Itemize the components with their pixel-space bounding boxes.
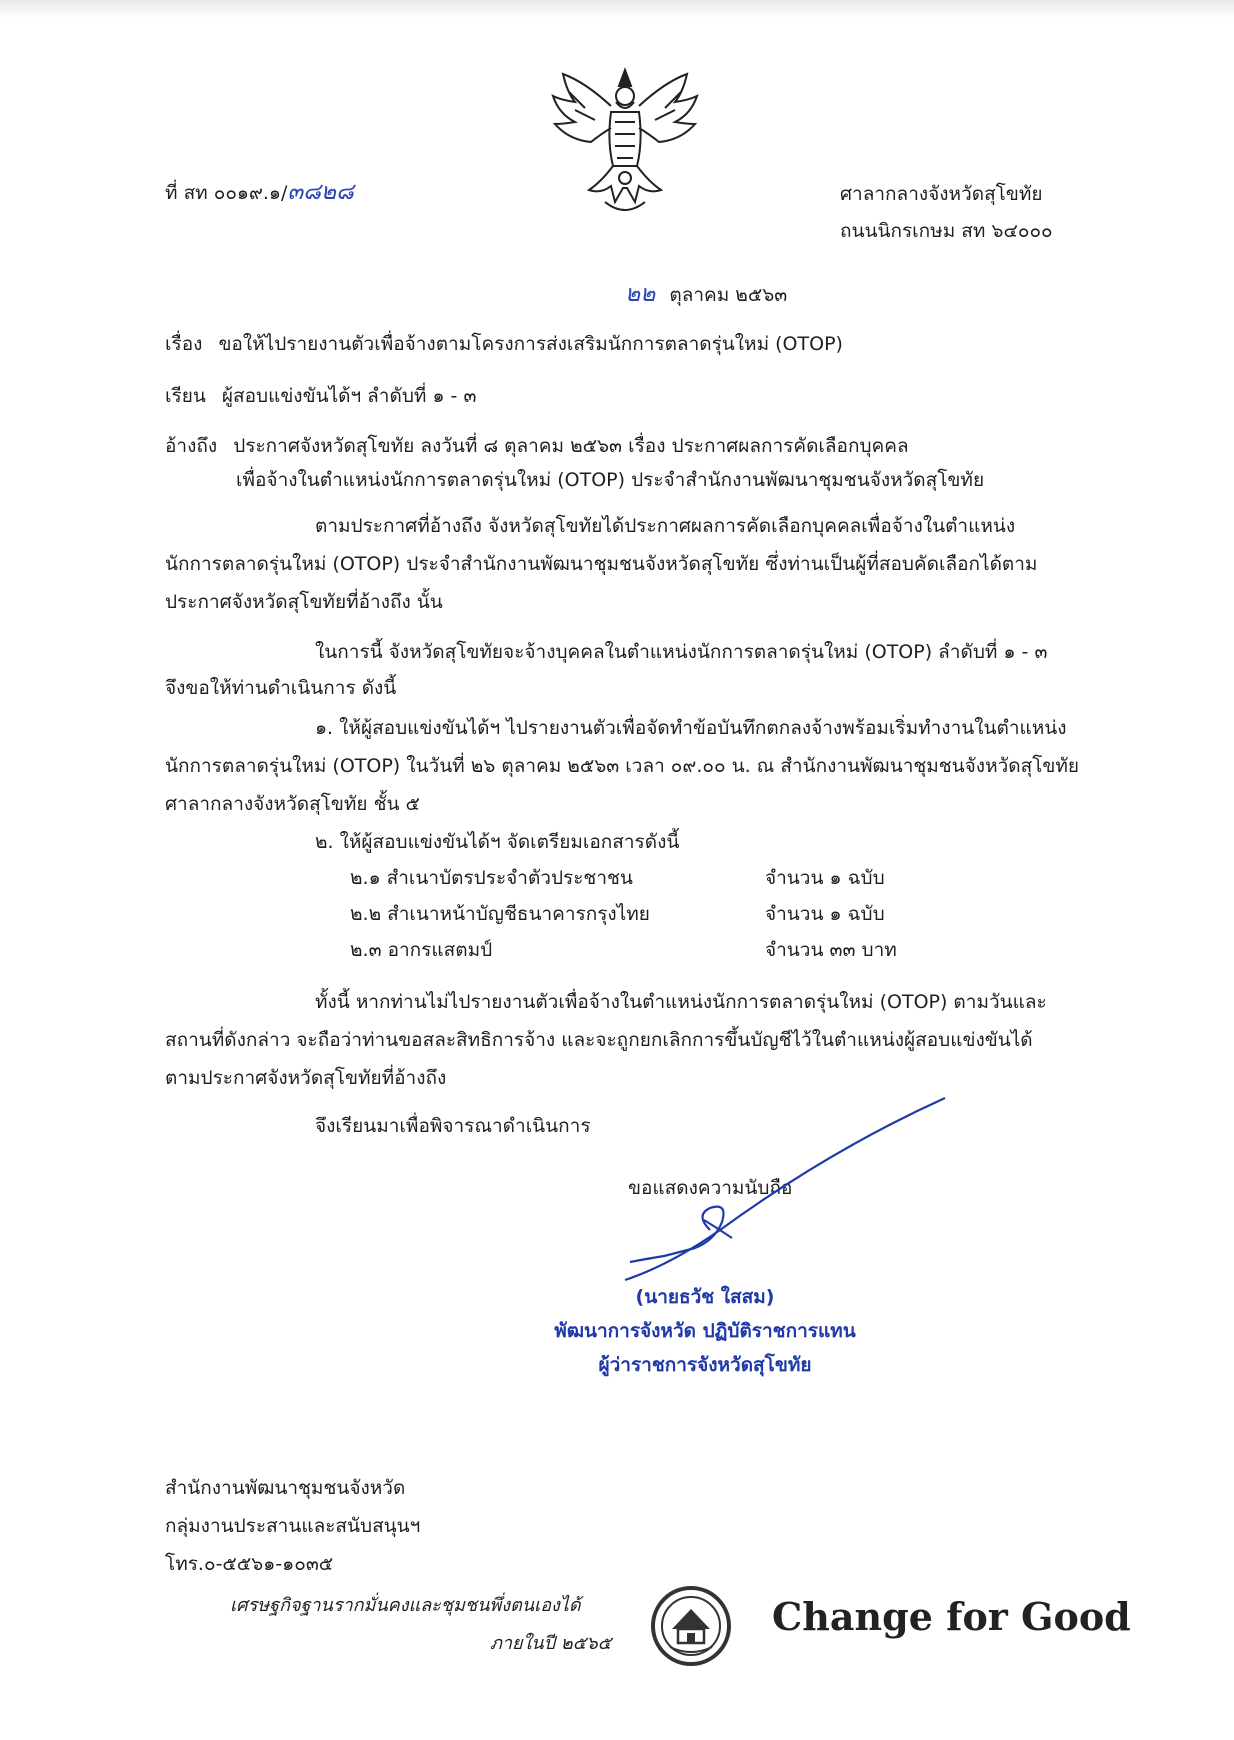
- doc-item-name: ๒.๓ อากรแสตมป์: [350, 939, 493, 961]
- item1-line3: ศาลากลางจังหวัดสุโขทัย ชั้น ๕: [165, 793, 420, 815]
- para2-line1: ในการนี้ จังหวัดสุโขทัยจะจ้างบุคคลในตำแหน่งนักการตลาดรุ่นใหม่ (OTOP) ลำดับที่ ๑ - ๓: [315, 641, 1048, 663]
- signatory-name: (นายธวัช ใสสม): [635, 1286, 775, 1308]
- date-day-handwritten: ๒๒: [625, 281, 656, 307]
- doc-item-qty: จำนวน ๑ ฉบับ: [765, 903, 885, 925]
- recipient-label: เรียน: [165, 385, 206, 407]
- salutation: ขอแสดงความนับถือ: [628, 1177, 793, 1199]
- subject-line: [165, 332, 843, 356]
- para3-line2: สถานที่ดังกล่าว จะถือว่าท่านขอสละสิทธิการจ้าง และจะถูกยกเลิกการขึ้นบัญชีไว้ในตำแหน่งผู้สอบแข่งขันได้: [165, 1029, 1033, 1051]
- para1-line3: ประกาศจังหวัดสุโขทัยที่อ้างถึง นั้น: [165, 591, 443, 613]
- recipient-line: [165, 384, 476, 408]
- para2-line2: จึงขอให้ท่านดำเนินการ ดังนี้: [165, 677, 397, 699]
- para1-line1: ตามประกาศที่อ้างถึง จังหวัดสุโขทัยได้ประกาศผลการคัดเลือกบุคคลเพื่อจ้างในตำแหน่ง: [315, 515, 1016, 537]
- recipient-text: ผู้สอบแข่งขันได้ฯ ลำดับที่ ๑ - ๓: [221, 385, 477, 407]
- doc-item-qty: จำนวน ๑ ฉบับ: [765, 867, 885, 889]
- signatory-position-1: พัฒนาการจังหวัด ปฏิบัติราชการแทน: [554, 1320, 856, 1342]
- reference-line1: [165, 434, 909, 458]
- footer-dept-1: สำนักงานพัฒนาชุมชนจังหวัด: [165, 1477, 406, 1499]
- doc-item-name: ๒.๒ สำเนาหน้าบัญชีธนาคารกรุงไทย: [350, 903, 650, 925]
- item1-line2: นักการตลาดรุ่นใหม่ (OTOP) ในวันที่ ๒๖ ตุลาคม ๒๕๖๓ เวลา ๐๙.๐๐ น. ณ สำนักงานพัฒนาชุมชนจังหวัดสุโขทัย: [165, 755, 1080, 777]
- para1-line2: นักการตลาดรุ่นใหม่ (OTOP) ประจำสำนักงานพัฒนาชุมชนจังหวัดสุโขทัย ซึ่งท่านเป็นผู้ที่สอบคัดเลือกได้ตาม: [165, 553, 1038, 575]
- garuda-emblem-icon: [545, 62, 705, 222]
- subject-label: เรื่อง: [165, 333, 203, 355]
- signature-block: [520, 1280, 890, 1382]
- doc-item-name: ๒.๑ สำเนาบัตรประจำตัวประชาชน: [350, 867, 633, 889]
- ref-prefix: ที่ สท ๐๐๑๙.๑/: [165, 182, 288, 204]
- office-address-line2: ถนนนิกรเกษม สท ๖๔๐๐๐: [840, 220, 1053, 242]
- item1-line1: ๑. ให้ผู้สอบแข่งขันได้ฯ ไปรายงานตัวเพื่อจัดทำข้อบันทึกตกลงจ้างพร้อมเริ่มทำงานในตำแหน่ง: [315, 717, 1067, 739]
- handwritten-signature: [600, 1080, 960, 1290]
- reference-text-1: ประกาศจังหวัดสุโขทัย ลงวันที่ ๘ ตุลาคม ๒๕๖๓ เรื่อง ประกาศผลการคัดเลือกบุคคล: [233, 435, 909, 457]
- doc-item-qty: จำนวน ๓๓ บาท: [765, 939, 897, 961]
- footer-motto-2: ภายในปี ๒๕๖๕: [490, 1633, 612, 1654]
- closing-line: จึงเรียนมาเพื่อพิจารณาดำเนินการ: [315, 1115, 591, 1137]
- signatory-position-2: ผู้ว่าราชการจังหวัดสุโขทัย: [598, 1354, 812, 1376]
- scan-shadow: [0, 0, 1234, 18]
- date-month-year: ตุลาคม ๒๕๖๓: [669, 284, 788, 306]
- ref-number-handwritten: ๓๘๒๘: [287, 179, 354, 205]
- letter-date: [625, 282, 787, 307]
- para3-line1: ทั้งนี้ หากท่านไม่ไปรายงานตัวเพื่อจ้างในตำแหน่งนักการตลาดรุ่นใหม่ (OTOP) ตามวันและ: [315, 991, 1047, 1013]
- reference-number: [165, 180, 354, 205]
- reference-label: อ้างถึง: [165, 435, 218, 457]
- footer-motto-1: เศรษฐกิจฐานรากมั่นคงและชุมชนพึ่งตนเองได้: [230, 1595, 581, 1616]
- cdd-logo-icon: [650, 1585, 732, 1667]
- change-for-good-slogan: Change for Good: [772, 1594, 1131, 1639]
- reference-text-2: เพื่อจ้างในตำแหน่งนักการตลาดรุ่นใหม่ (OTOP) ประจำสำนักงานพัฒนาชุมชนจังหวัดสุโขทัย: [236, 469, 985, 491]
- footer-dept-2: กลุ่มงานประสานและสนับสนุนฯ: [165, 1515, 421, 1537]
- footer-phone: โทร.๐-๕๕๖๑-๑๐๓๕: [165, 1553, 334, 1575]
- item2-heading: ๒. ให้ผู้สอบแข่งขันได้ฯ จัดเตรียมเอกสารดังนี้: [315, 831, 680, 853]
- office-address-line1: ศาลากลางจังหวัดสุโขทัย: [840, 183, 1043, 205]
- para3-line3: ตามประกาศจังหวัดสุโขทัยที่อ้างถึง: [165, 1067, 447, 1089]
- subject-text: ขอให้ไปรายงานตัวเพื่อจ้างตามโครงการส่งเสริมนักการตลาดรุ่นใหม่ (OTOP): [218, 333, 843, 355]
